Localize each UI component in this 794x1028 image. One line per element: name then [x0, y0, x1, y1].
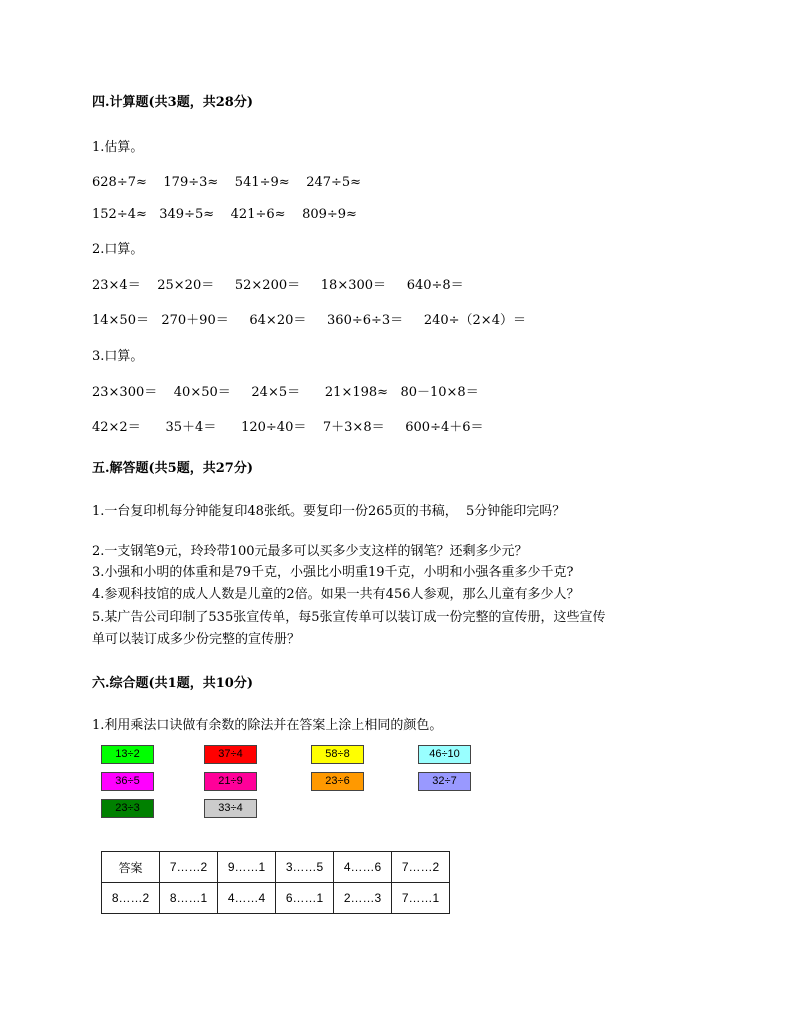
- table-row: [102, 883, 450, 914]
- section5-heading: 五.解答题(共5题，共27分): [92, 461, 253, 476]
- division-chip[interactable]: 37÷4: [204, 745, 257, 764]
- section4-q2-row1: 23×4＝ 25×20＝ 52×200＝ 18×300＝ 640÷8＝: [92, 278, 464, 293]
- section4-q2-title: 2.口算。: [92, 242, 144, 257]
- table-cell-header: 答案: [102, 852, 160, 883]
- section4-q1-title: 1.估算。: [92, 140, 144, 155]
- table-cell[interactable]: 8……2: [102, 883, 160, 914]
- section4-q1-row1: 628÷7≈ 179÷3≈ 541÷9≈ 247÷5≈: [92, 175, 362, 190]
- section4-q1-row2: 152÷4≈ 349÷5≈ 421÷6≈ 809÷9≈: [92, 207, 357, 222]
- section4-heading: 四.计算题(共3题，共28分): [92, 95, 253, 110]
- section5-q5-line2: 单可以装订成多少份完整的宣传册？: [92, 632, 301, 647]
- division-chip[interactable]: 23÷6: [311, 772, 364, 791]
- division-chip[interactable]: 36÷5: [101, 772, 154, 791]
- division-chip[interactable]: 33÷4: [204, 799, 257, 818]
- table-cell[interactable]: 8……1: [160, 883, 218, 914]
- section5-q5-line1: 5.某广告公司印制了535张宣传单，每5张宣传单可以装订成一份完整的宣传册，这些宣传: [92, 610, 606, 625]
- section4-q3-row2: 42×2＝ 35＋4＝ 120÷40＝ 7＋3×8＝ 600÷4＋6＝: [92, 420, 484, 435]
- section4-q3-row1: 23×300＝ 40×50＝ 24×5＝ 21×198≈ 80－10×8＝: [92, 385, 479, 400]
- table-row: [102, 852, 450, 883]
- division-chip[interactable]: 32÷7: [418, 772, 471, 791]
- table-cell[interactable]: 2……3: [334, 883, 392, 914]
- table-cell[interactable]: 3……5: [276, 852, 334, 883]
- table-cell[interactable]: 7……2: [160, 852, 218, 883]
- table-cell[interactable]: 7……2: [392, 852, 450, 883]
- table-cell[interactable]: 4……6: [334, 852, 392, 883]
- section6-q1: 1.利用乘法口诀做有余数的除法并在答案上涂上相同的颜色。: [92, 718, 443, 733]
- table-cell[interactable]: 7……1: [392, 883, 450, 914]
- division-chip[interactable]: 58÷8: [311, 745, 364, 764]
- division-chip[interactable]: 23÷3: [101, 799, 154, 818]
- division-chip[interactable]: 13÷2: [101, 745, 154, 764]
- section4-q3-title: 3.口算。: [92, 349, 144, 364]
- section5-q3: 3.小强和小明的体重和是79千克，小强比小明重19千克，小明和小强各重多少千克?: [92, 565, 574, 580]
- answer-table: [101, 851, 450, 914]
- division-chip[interactable]: 21÷9: [204, 772, 257, 791]
- section5-q2: 2.一支钢笔9元，玲玲带100元最多可以买多少支这样的钢笔？还剩多少元？: [92, 544, 528, 559]
- table-cell[interactable]: 9……1: [218, 852, 276, 883]
- section6-heading: 六.综合题(共1题，共10分): [92, 676, 253, 691]
- section4-q2-row2: 14×50＝ 270＋90＝ 64×20＝ 360÷6÷3＝ 240÷（2×4）＝: [92, 313, 526, 328]
- table-cell[interactable]: 4……4: [218, 883, 276, 914]
- section5-q1: 1.一台复印机每分钟能复印48张纸。要复印一份265页的书稿， 5分钟能印完吗？: [92, 504, 566, 519]
- table-cell[interactable]: 6……1: [276, 883, 334, 914]
- section5-q4: 4.参观科技馆的成人人数是儿童的2倍。如果一共有456人参观，那么儿童有多少人？: [92, 587, 580, 602]
- division-chip[interactable]: 46÷10: [418, 745, 471, 764]
